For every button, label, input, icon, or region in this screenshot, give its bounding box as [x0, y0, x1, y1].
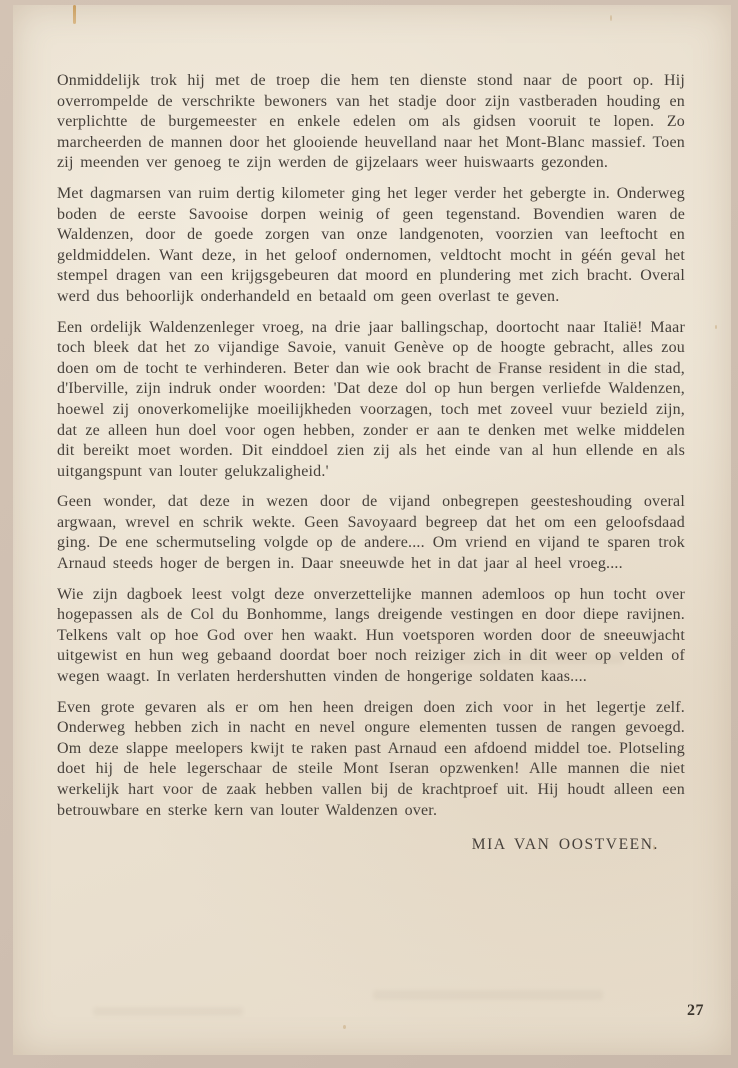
- paper-speck: [343, 1025, 346, 1029]
- ink-show-through: [93, 1007, 243, 1016]
- paragraph: Geen wonder, dat deze in wezen door de vijand onbegrepen geesteshouding overal argwaan, wrevel en schrik wekte. Geen Savoyaard begreep dat het om een geloofsdaad ging. De ene schermutseling volgde op de andere.... Om vriend en vijand te sparen trok Arnaud steeds hoger de bergen in. Daar sneeuwde het in dat jaar al heel vroeg....: [57, 493, 685, 573]
- paragraph: Even grote gevaren als er om hen heen dreigen doen zich voor in het legertje zelf. Onderweg hebben zich in nacht en nevel ongure elementen tussen de rangen gevoegd. Om deze slappe meelopers kwijt te raken past Arnaud een afdoend middel toe. Plotseling doet hij de hele legerschaar de steile Mont Iseran opzwenken! Alle mannen die niet werkelijk hart voor de zaak hebben vallen bij de krachtproef uit. Hij houdt alleen een betrouwbare en sterke kern van louter Waldenzen over.: [57, 698, 685, 819]
- paper-fiber-mark: [73, 5, 76, 24]
- body-text: [57, 71, 685, 856]
- paper-speck: [715, 325, 717, 329]
- book-page: [13, 5, 731, 1055]
- paragraph: Met dagmarsen van ruim dertig kilometer ging het leger verder het gebergte in. Onderweg boden de eerste Savooise dorpen weinig of geen tegenstand. Bovendien waren de Waldenzen, door de goede zorgen van onze landgenoten, voorzien van leeftocht en geldmiddelen. Want deze, in het geloof ondernomen, veldtocht mocht in géén geval het stempel dragen van een krijgsgebeuren dat moord en plundering met zich bracht. Overal werd dus behoorlijk onderhandeld en betaald om geen overlast te geven.: [57, 184, 685, 305]
- page-number: 27: [687, 1002, 704, 1019]
- author-signature: MIA VAN OOSTVEEN.: [471, 836, 659, 854]
- paper-speck: [610, 15, 612, 21]
- paragraph: Wie zijn dagboek leest volgt deze onverzettelijke mannen ademloos op hun tocht over hogepassen als de Col du Bonhomme, langs dreigende vestingen en door diepe ravijnen. Telkens valt op hoe God over hen waakt. Hun voetsporen worden door de sneeuwjacht uitgewist en hun weg gebaand doordat boer noch reiziger zich in dit weer op velden of wegen waagt. In verlaten herdershutten vinden de hongerige soldaten kaas....: [57, 585, 685, 686]
- paragraph: Een ordelijk Waldenzenleger vroeg, na drie jaar ballingschap, doortocht naar Italië! Maar toch bleek dat het zo vijandige Savoie, vanuit Genève op de hoogte gebracht, alles zou doen om de tocht te verhinderen. Beter dan wie ook bracht de Franse resident in die stad, d'Iberville, zijn indruk onder woorden: 'Dat deze dol op hun bergen verliefde Waldenzen, hoewel zij onoverkomelijke moeilijkheden voorzagen, toch met zoveel vuur bezield zijn, dat ze alleen hun doel voor ogen hebben, zonder er aan te denken met welke middelen dit bereikt moet worden. Dit einddoel zien zij als het einde van al hun ellende en als uitgangspunt van louter gelukzaligheid.': [57, 318, 685, 480]
- ink-show-through: [373, 990, 603, 1000]
- paragraph: Onmiddelijk trok hij met de troep die hem ten dienste stond naar de poort op. Hij overrompelde de verschrikte bewoners van het stadje door zijn vastberaden houding en verplichtte de burgemeester en enkele edelen om als gidsen vooruit te lopen. Zo marcheerden de mannen door het glooiende heuvelland naar het Mont-Blanc massief. Toen zij meenden ver genoeg te zijn werden de gijzelaars weer huiswaarts gezonden.: [57, 72, 685, 172]
